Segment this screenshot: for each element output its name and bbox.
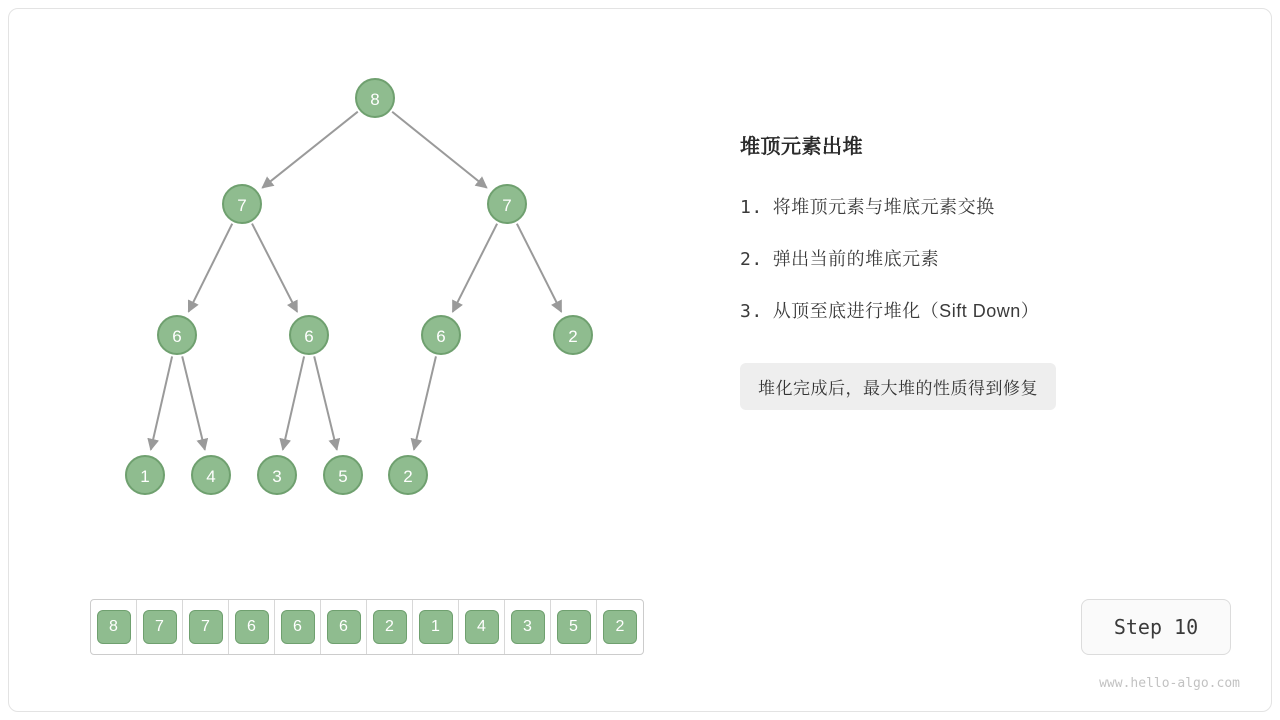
- array-cell: [413, 600, 459, 654]
- heap-array: [90, 599, 644, 655]
- tree-node: [421, 315, 461, 355]
- step-number: 2.: [740, 249, 763, 270]
- array-cell: [367, 600, 413, 654]
- tree-node: [222, 184, 262, 224]
- tree-node: [125, 455, 165, 495]
- tree-node: [355, 78, 395, 118]
- array-value: 1: [419, 610, 453, 644]
- step-item: [740, 245, 1210, 271]
- tree-node: [191, 455, 231, 495]
- step-number: 3.: [740, 301, 763, 322]
- binary-heap-tree: [0, 0, 700, 560]
- step-badge: Step 10: [1081, 599, 1231, 655]
- tree-node-label: 7: [237, 196, 247, 215]
- explanation-panel: [740, 130, 1210, 410]
- tree-edge: [151, 356, 172, 449]
- tree-edge: [414, 356, 436, 449]
- tree-node-label: 6: [172, 327, 182, 346]
- tree-node: [257, 455, 297, 495]
- array-cell: [321, 600, 367, 654]
- tree-node-label: 4: [206, 467, 216, 486]
- tree-edge: [314, 356, 337, 449]
- array-value: 2: [373, 610, 407, 644]
- step-item: [740, 193, 1210, 219]
- array-value: 6: [235, 610, 269, 644]
- tree-node-label: 5: [338, 467, 348, 486]
- tree-edge: [392, 112, 487, 188]
- array-value: 8: [97, 610, 131, 644]
- array-value: 6: [327, 610, 361, 644]
- tree-node-label: 7: [502, 196, 512, 215]
- tree-edge: [453, 224, 497, 312]
- array-value: 7: [143, 610, 177, 644]
- tree-edge: [283, 356, 304, 449]
- tree-node: [487, 184, 527, 224]
- tree-edge: [252, 224, 297, 312]
- tree-node-label: 6: [304, 327, 314, 346]
- watermark: www.hello-algo.com: [1099, 676, 1240, 691]
- array-cell: [183, 600, 229, 654]
- tree-node: [388, 455, 428, 495]
- summary-note: 堆化完成后，最大堆的性质得到修复: [740, 363, 1056, 410]
- step-text: 从顶至底进行堆化（Sift Down）: [772, 301, 1040, 321]
- array-cell: [229, 600, 275, 654]
- panel-title: 堆顶元素出堆: [740, 136, 863, 158]
- array-value: 4: [465, 610, 499, 644]
- tree-edge: [182, 356, 205, 449]
- tree-node: [289, 315, 329, 355]
- steps-list: [740, 193, 1210, 323]
- tree-edge: [262, 112, 357, 188]
- array-value: 7: [189, 610, 223, 644]
- tree-node-label: 2: [568, 327, 578, 346]
- tree-node-label: 2: [403, 467, 413, 486]
- step-number: 1.: [740, 197, 763, 218]
- tree-node: [323, 455, 363, 495]
- array-value: 2: [603, 610, 637, 644]
- tree-edge: [517, 224, 561, 312]
- tree-node-label: 8: [370, 90, 380, 109]
- array-cell: [597, 600, 643, 654]
- step-text: 将堆顶元素与堆底元素交换: [772, 197, 995, 217]
- tree-edge: [189, 224, 233, 312]
- step-text: 弹出当前的堆底元素: [772, 249, 940, 269]
- tree-node: [157, 315, 197, 355]
- array-cell: [275, 600, 321, 654]
- array-cell: [459, 600, 505, 654]
- tree-node-label: 6: [436, 327, 446, 346]
- array-cell: [551, 600, 597, 654]
- array-cell: [137, 600, 183, 654]
- array-cell: [505, 600, 551, 654]
- tree-node-label: 1: [140, 467, 150, 486]
- array-value: 5: [557, 610, 591, 644]
- tree-node: [553, 315, 593, 355]
- step-item: [740, 297, 1210, 323]
- array-value: 3: [511, 610, 545, 644]
- array-cell: [91, 600, 137, 654]
- array-value: 6: [281, 610, 315, 644]
- tree-node-label: 3: [272, 467, 282, 486]
